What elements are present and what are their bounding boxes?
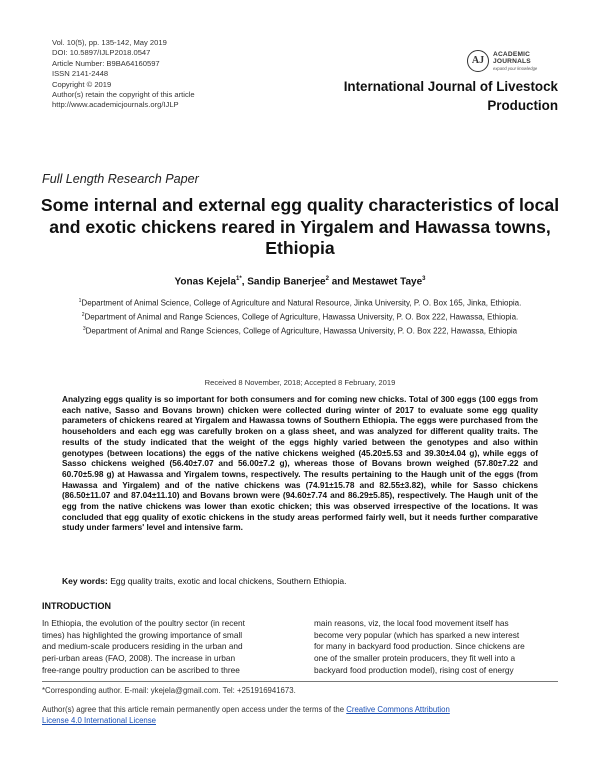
text-line: main reasons, viz, the local food movement itself has [314, 618, 509, 628]
license-line-2 [42, 716, 558, 727]
logo-line-1: ACADEMIC [493, 51, 531, 58]
keywords [62, 576, 538, 586]
meta-doi: DOI: 10.5897/IJLP2018.0547 [52, 48, 151, 58]
article-metadata [52, 38, 195, 111]
keywords-text: Egg quality traits, exotic and local chickens, Southern Ethiopia. [110, 576, 347, 586]
license-link-continued[interactable]: License 4.0 International License [42, 715, 156, 725]
author-list [40, 276, 560, 287]
author-affiliation-mark: 3 [422, 276, 426, 282]
affiliation-item [42, 296, 558, 309]
text-line: peri-urban areas (FAO, 2008). The increase in urban [42, 653, 236, 664]
author-name: Mestawet Taye [352, 276, 423, 288]
journal-name [318, 77, 558, 115]
author-name: Yonas Kejela [174, 276, 237, 288]
text-line: In Ethiopia, the evolution of the poultry sector (in recent [42, 618, 245, 628]
abstract: Analyzing eggs quality is so important for both consumers and for coming new chicks. Total of 300 eggs (100 eggs from each native, Sasso and Bovans brown) chicken were collected during winter of 2017 to evaluate some egg quality parameters of chickens reared at Yirgalem and Hawassa towns of Southern Ethiopia. The eggs were purchased from the householders and each egg was carefully broken on a glass sheet, and was analyzed for different quality traits. The results of the study indicated that the weight of the eggs highly varied between the genotypes and also within genotypes (between locations) the eggs of the native chickens weighed (45.20±5.53 and 39.30±4.04 g), while eggs of Sasso chickens weighed (56.40±7.07 and 56.00±7.2 g), whereas those of Bovans brown weighed (57.80±7.22 and 60.70±5.98 g) at Hawassa and Yirgalem towns, respectively. The results pertaining to the Haugh unit of the eggs (from Hawassa and Yirgalem) and of the native chickens was (74.91±15.78 and 82.55±3.82), while for Sasso chickens (86.50±11.07 and 87.04±11.10) and Bovans brown were (94.60±7.74 and 86.29±5.85), respectively. The Haugh unit of the egg from the native chickens was lower than exotic chicken; this was observed irrespective of the locations. It was concluded that egg quality of exotic chickens in the study areas performed fairly well, but it needs further comparative study under farmers' level and intensive farm. [62, 394, 538, 533]
logo-tagline: expand your knowledge [493, 66, 538, 71]
author-name: Sandip Banerjee [247, 276, 326, 288]
academic-journals-logo [467, 50, 557, 76]
corresponding-author: *Corresponding author. E-mail: ykejela@gmail.com. Tel: +251916941673. [42, 686, 296, 695]
logo-line-2: JOURNALS [493, 58, 531, 65]
affiliation-text: Department of Animal and Range Sciences, College of Agriculture, Hawassa University, P. O. Box 222, Hawassa, Ethiopia [85, 326, 518, 336]
affiliation-mark: 1 [78, 298, 82, 304]
text-line: for many in backyard food production. Since chickens are [314, 641, 525, 652]
introduction-heading: INTRODUCTION [42, 601, 111, 611]
meta-issn: ISSN 2141-2448 [52, 69, 109, 79]
author-separator: , [241, 276, 248, 288]
author-affiliation-mark: 2 [325, 276, 329, 282]
affiliation-mark: 2 [81, 311, 85, 318]
introduction-left-column [42, 618, 294, 677]
paper-type: Full Length Research Paper [42, 172, 199, 186]
received-accepted-dates: Received 8 November, 2018; Accepted 8 February, 2019 [204, 378, 396, 387]
meta-volume: Vol. 10(5), pp. 135-142, May 2019 [52, 38, 167, 47]
text-line: times) has highlighted the growing importance of small [42, 629, 243, 640]
aj-logo-icon: AJ [467, 50, 489, 72]
affiliation-text: Department of Animal and Range Sciences, College of Agriculture, Hawassa University, P. O. Box 222, Hawassa, Ethiopia. [84, 312, 519, 322]
affiliation-text: Department of Animal Science, College of Agriculture and Natural Resource, Jinka University, P. O. Box 165, Jinka, Ethiopia. [81, 298, 522, 308]
footnote-divider [42, 681, 558, 682]
journal-name-line-2: Production [487, 98, 558, 113]
license-text: Author(s) agree that this article remain permanently open access under the terms of the [42, 705, 347, 714]
author-affiliation-mark: 1* [236, 276, 242, 282]
logo-wordmark [493, 51, 531, 65]
introduction-right-column [314, 618, 566, 677]
license-statement [42, 705, 558, 726]
license-link[interactable]: Creative Commons Attribution [346, 705, 450, 714]
affiliation-item [42, 324, 558, 337]
author-separator: and [328, 276, 353, 288]
meta-rights: Author(s) retain the copyright of this article [52, 90, 195, 100]
text-line: backyard food production model), rising cost of energy [314, 664, 514, 675]
journal-name-line-1: International Journal of Livestock [343, 79, 558, 94]
affiliation-list [42, 296, 558, 337]
meta-copyright: Copyright © 2019 [52, 79, 112, 89]
text-line: and medium-scale producers residing in the urban and [42, 641, 243, 652]
text-line: become very popular (which has sparked a new interest [314, 629, 520, 640]
meta-article-number: Article Number: B9BA64160597 [52, 58, 160, 68]
license-line-1 [42, 705, 558, 716]
text-line: free-range poultry production can be ascribed to three [42, 664, 240, 675]
keywords-label: Key words: [62, 576, 108, 586]
meta-url[interactable]: http://www.academicjournals.org/IJLP [52, 100, 179, 110]
affiliation-item [42, 310, 558, 323]
affiliation-mark: 3 [82, 325, 86, 332]
text-line: one of the smaller protein producers, they fit well into a [314, 653, 516, 664]
paper-title: Some internal and external egg quality characteristics of local and exotic chickens reared in Yirgalem and Hawassa towns, Ethiopia [40, 195, 560, 259]
